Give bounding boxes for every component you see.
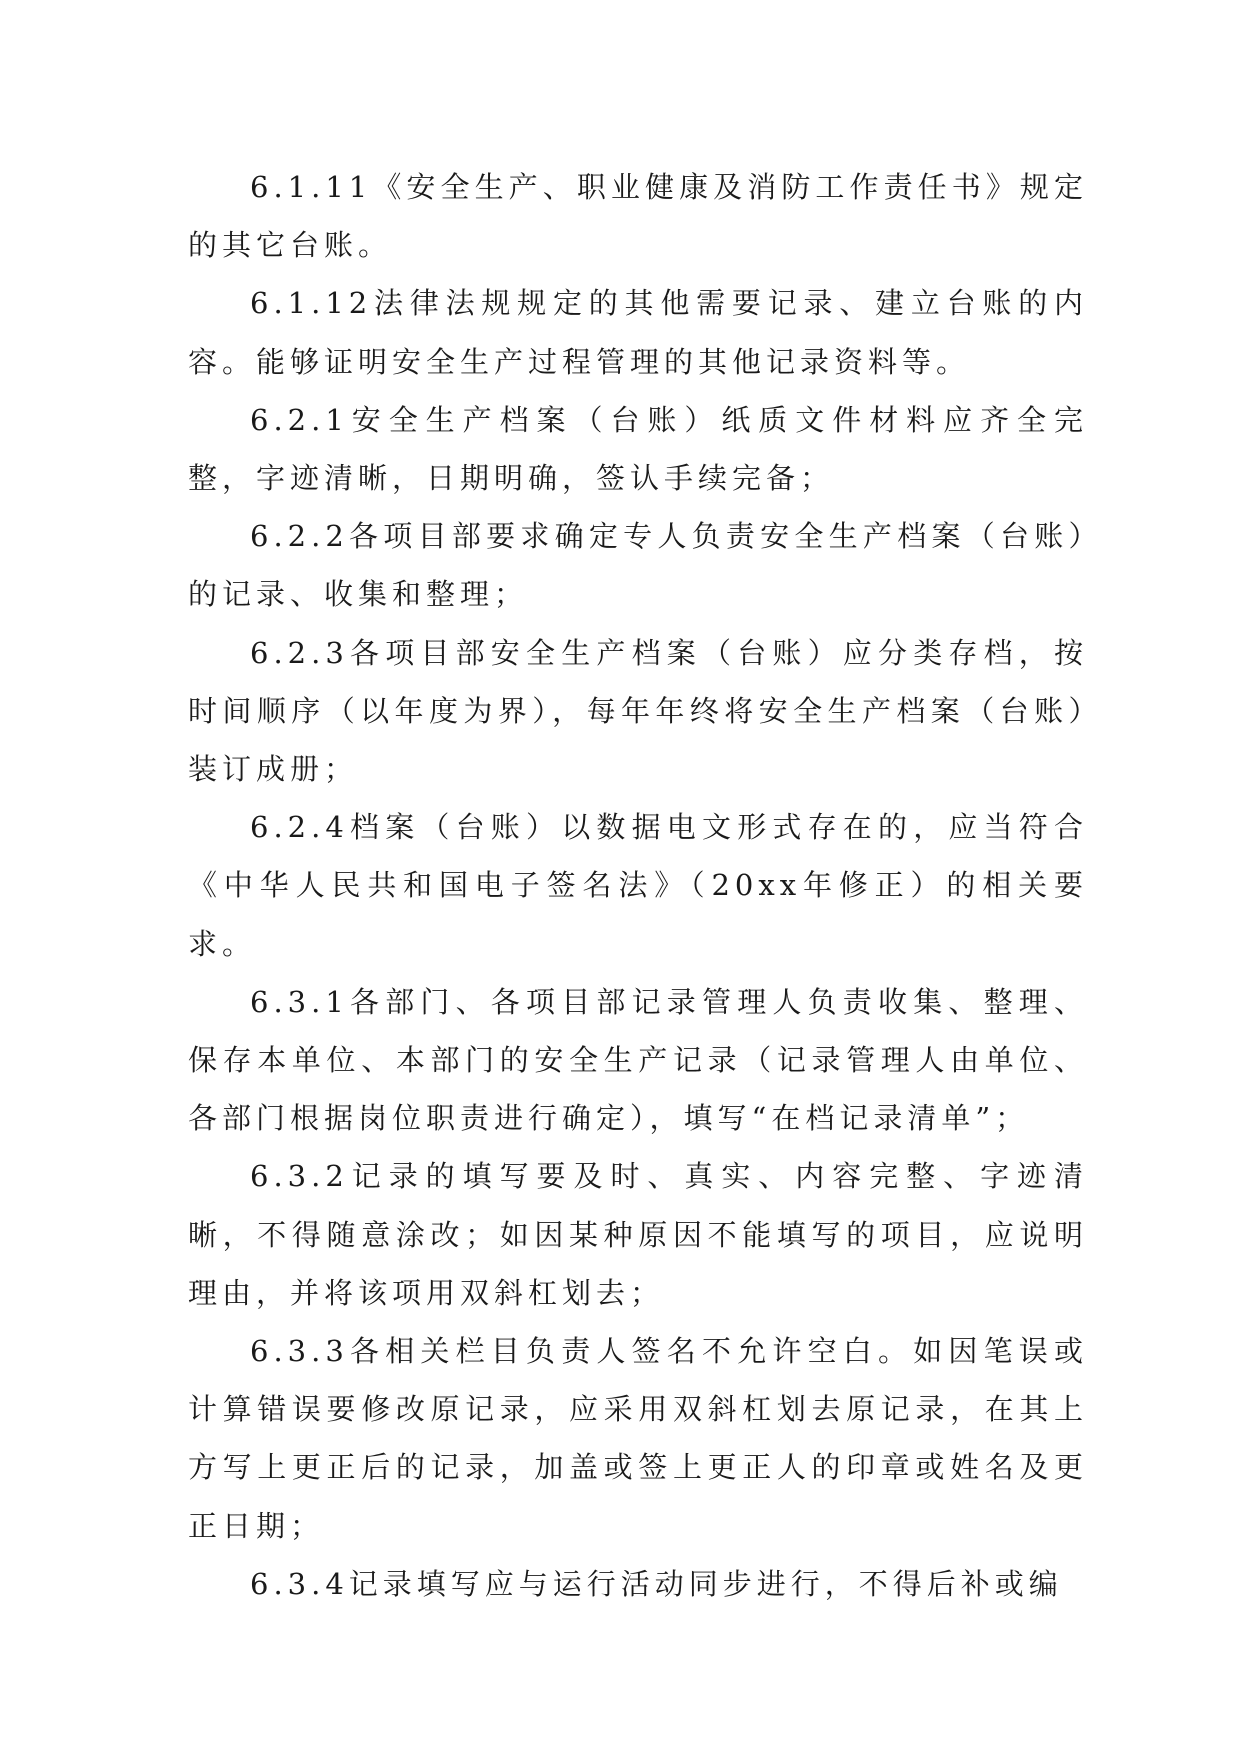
paragraph-6-2-2: 6.2.2各项目部要求确定专人负责安全生产档案（台账）的记录、收集和整理； <box>188 519 1088 612</box>
paragraph-6-2-3: 6.2.3各项目部安全生产档案（台账）应分类存档，按时间顺序（以年度为界），每年年终将安全生产档案（台账）装订成册； <box>188 635 1088 787</box>
document-body <box>188 158 1088 1613</box>
paragraph-6-3-4: 6.3.4记录填写应与运行活动同步进行，不得后补或编 <box>250 1566 1063 1601</box>
paragraph-6-3-1: 6.3.1各部门、各项目部记录管理人负责收集、整理、保存本单位、本部门的安全生产记录（记录管理人由单位、各部门根据岗位职责进行确定），填写“在档记录清单”； <box>188 984 1088 1136</box>
paragraph-6-1-11: 6.1.11《安全生产、职业健康及消防工作责任书》规定的其它台账。 <box>188 170 1088 263</box>
paragraph-6-3-2: 6.3.2记录的填写要及时、真实、内容完整、字迹清晰，不得随意涂改；如因某种原因不能填写的项目，应说明理由，并将该项用双斜杠划去； <box>188 1159 1088 1310</box>
paragraph-6-2-1: 6.2.1安全生产档案（台账）纸质文件材料应齐全完整，字迹清晰，日期明确，签认手续完备； <box>188 402 1088 496</box>
paragraph-6-1-12: 6.1.12法律法规规定的其他需要记录、建立台账的内容。能够证明安全生产过程管理的其他记录资料等。 <box>188 286 1088 379</box>
paragraph-6-3-3: 6.3.3各相关栏目负责人签名不允许空白。如因笔误或计算错误要修改原记录，应采用双斜杠划去原记录，在其上方写上更正后的记录，加盖或签上更正人的印章或姓名及更正日期； <box>188 1334 1088 1543</box>
paragraph-6-2-4: 6.2.4档案（台账）以数据电文形式存在的，应当符合《中华人民共和国电子签名法》（20xx年修正）的相关要求。 <box>188 810 1088 961</box>
